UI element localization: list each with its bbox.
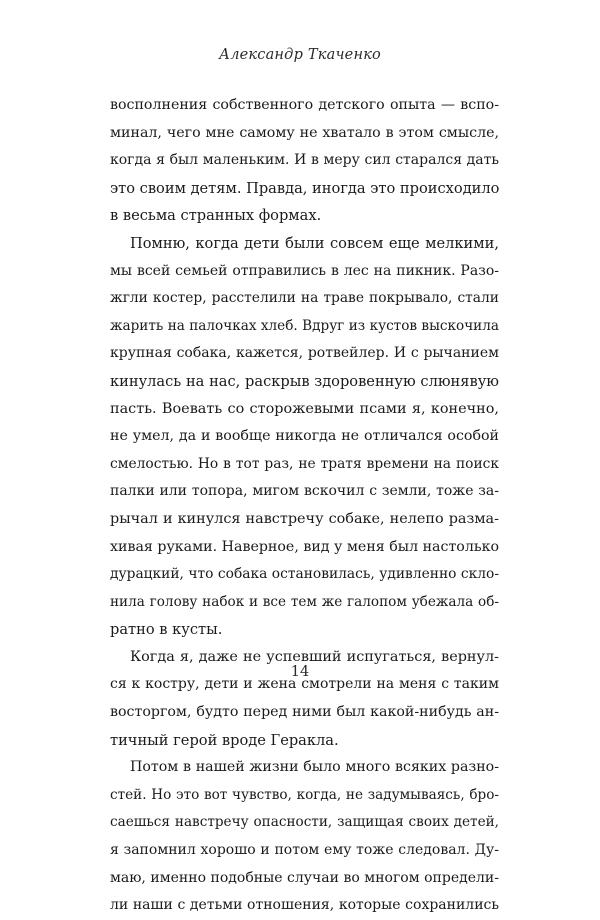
text-line: это своим детям. Правда, иногда это происходило (110, 179, 500, 197)
text-line: в весьма странных формах. (110, 207, 322, 225)
text-line: ратно в кусты. (110, 621, 223, 639)
text-line: Потом в нашей жизни было много всяких разно- (130, 759, 499, 776)
text-line: минал, чего мне самому не хватало в этом смысле, (110, 124, 499, 141)
text-line: дурацкий, что собака остановилась, удивленно скло- (110, 566, 499, 583)
text-line: восполнения собственного детского опыта — вспо- (110, 97, 499, 113)
text-line: ли наши с детьми отношения, которые сохранились (110, 897, 499, 914)
text-line: не умел, да и вообще никогда не отличался особой (110, 428, 499, 445)
text-line: кинулась на нас, раскрыв здоровенную слюнявую (110, 372, 499, 390)
text-line: хивая руками. Наверное, вид у меня был настолько (110, 538, 499, 555)
text-line: тичный герой вроде Геракла. (110, 731, 339, 749)
text-line: саешься навстречу опасности, защищая своих детей, (110, 814, 499, 831)
text-line: ся к костру, дети и жена смотрели на меня с таким (110, 676, 499, 693)
page-number: 14 (290, 664, 310, 680)
text-line: жарить на палочках хлеб. Вдруг из кустов выскочила (110, 317, 499, 334)
text-line: нила голову набок и все тем же галопом убежала об- (110, 593, 499, 610)
text-line: жгли костер, расстелили на траве покрывало, стали (110, 290, 499, 307)
text-line: Когда я, даже не успевший испугаться, вернул- (130, 648, 499, 665)
running-head: Александр Ткаченко (219, 47, 381, 63)
text-line: когда я был маленьким. И в меру сил старался дать (110, 152, 499, 169)
text-line: пасть. Воевать со сторожевыми псами я, конечно, (110, 400, 499, 417)
text-line: крупная собака, кажется, ротвейлер. И с рычанием (110, 345, 499, 362)
text-line: восторгом, будто перед ними был какой-нибудь ан- (110, 704, 499, 721)
text-line: палки или топора, мигом вскочил с земли, тоже за- (110, 483, 499, 500)
text-line: стей. Но это вот чувство, когда, не задумываясь, бро- (110, 786, 499, 803)
text-line: Помню, когда дети были совсем еще мелкими, (130, 234, 499, 252)
text-line: я запомнил хорошо и потом ему тоже следовал. Ду- (110, 842, 499, 859)
text-line: рычал и кинулся навстречу собаке, нелепо разма- (110, 510, 499, 527)
body-text (110, 92, 499, 920)
text-line: маю, именно подобные случаи во многом определи- (110, 869, 499, 886)
text-line: мы всей семьей отправились в лес на пикник. Разо- (110, 262, 499, 279)
text-line: смелостью. Но в тот раз, не тратя времени на поиск (110, 455, 499, 472)
